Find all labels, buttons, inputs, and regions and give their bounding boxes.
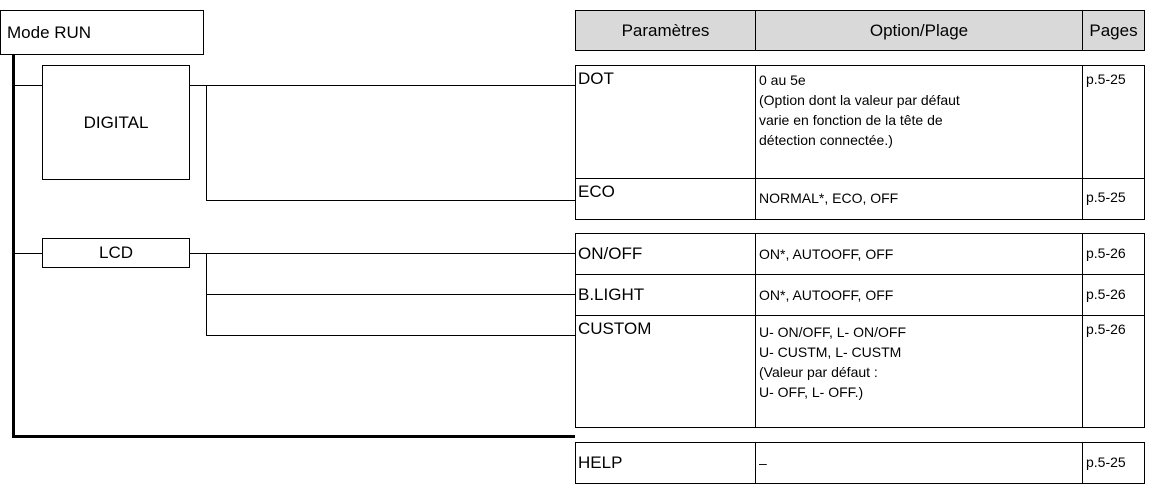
row-blight-page: p.5-26 bbox=[1082, 274, 1145, 316]
digital-split-line bbox=[206, 85, 207, 200]
row-help-param: HELP bbox=[575, 442, 756, 484]
lcd-group-box bbox=[42, 238, 190, 268]
row-dot-page: p.5-25 bbox=[1082, 65, 1145, 179]
row-onoff-option: ON*, AUTOOFF, OFF bbox=[755, 233, 1083, 275]
lcd-out-line bbox=[190, 253, 206, 254]
lcd-group-label: LCD bbox=[98, 243, 133, 262]
row-onoff-page: p.5-26 bbox=[1082, 233, 1145, 275]
mode-run-label: Mode RUN bbox=[7, 22, 92, 42]
trunk-vertical-line bbox=[12, 55, 15, 438]
row-eco-option: NORMAL*, ECO, OFF bbox=[755, 178, 1083, 220]
onoff-connector-line bbox=[206, 253, 576, 254]
blight-connector-line bbox=[206, 294, 576, 295]
row-help-page: p.5-25 bbox=[1082, 442, 1145, 484]
row-custom-option: U- ON/OFF, L- ON/OFF U- CUSTM, L- CUSTM (Valeur par défaut : U- OFF, L- OFF.) bbox=[755, 315, 1083, 428]
trunk-help-line bbox=[12, 435, 575, 438]
row-eco-param: ECO bbox=[575, 178, 756, 220]
digital-group-box bbox=[42, 65, 190, 180]
header-params: Paramètres bbox=[575, 10, 756, 51]
digital-branch-line bbox=[14, 85, 43, 86]
row-dot-option: 0 au 5e (Option dont la valeur par défaut varie en fonction de la tête de détection connectée.) bbox=[755, 65, 1083, 179]
header-pages: Pages bbox=[1082, 10, 1145, 51]
row-custom-page: p.5-26 bbox=[1082, 315, 1145, 428]
eco-connector-line bbox=[206, 200, 576, 201]
custom-connector-line bbox=[206, 335, 576, 336]
lcd-branch-line bbox=[14, 253, 43, 254]
row-blight-option: ON*, AUTOOFF, OFF bbox=[755, 274, 1083, 316]
digital-group-label: DIGITAL bbox=[83, 112, 149, 132]
row-blight-param: B.LIGHT bbox=[575, 274, 756, 316]
dot-connector-line bbox=[206, 85, 576, 86]
digital-out-line bbox=[190, 85, 206, 86]
mode-run-box bbox=[0, 10, 204, 55]
row-help-option: – bbox=[755, 442, 1083, 484]
row-onoff-param: ON/OFF bbox=[575, 233, 756, 275]
row-eco-page: p.5-25 bbox=[1082, 178, 1145, 220]
row-dot-param: DOT bbox=[575, 65, 756, 179]
header-option: Option/Plage bbox=[755, 10, 1083, 51]
row-custom-param: CUSTOM bbox=[575, 315, 756, 428]
